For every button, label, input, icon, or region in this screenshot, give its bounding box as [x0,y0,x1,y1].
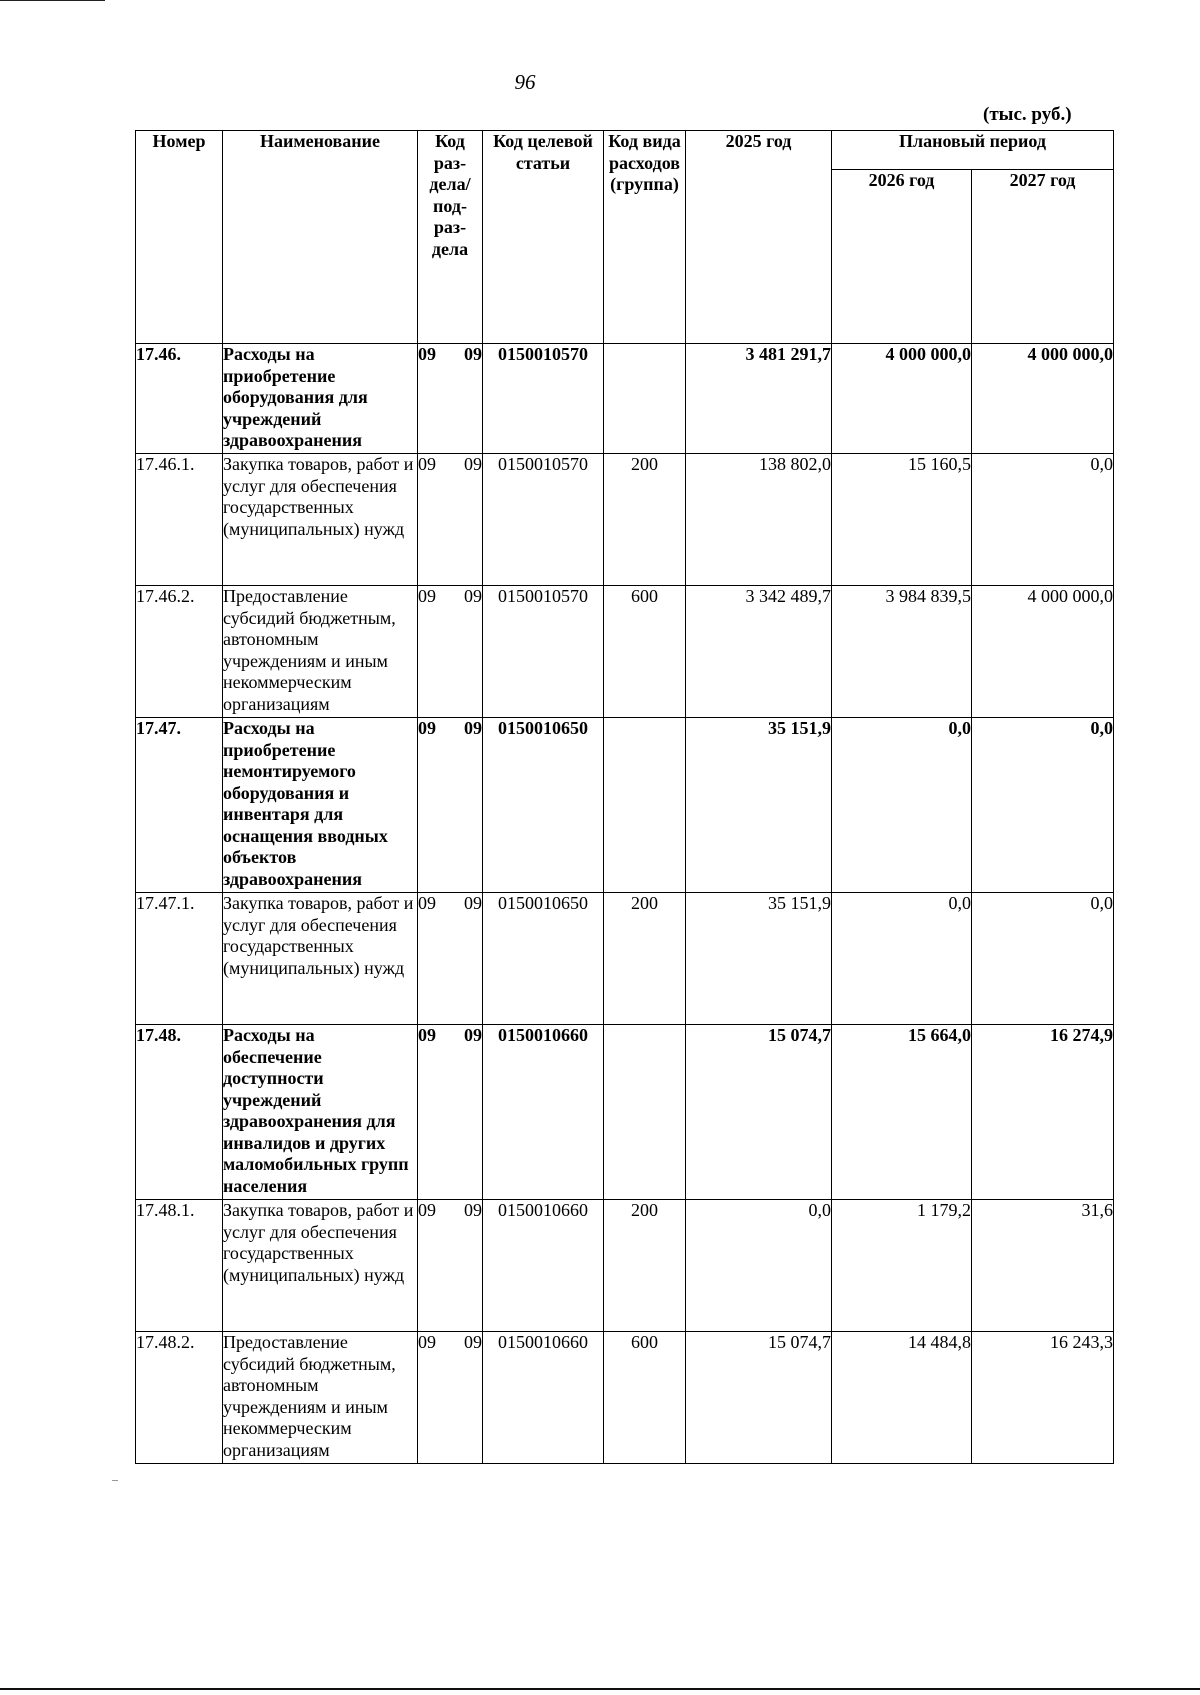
row-amount-2026: 0,0 [832,718,972,893]
row-amount-2025: 3 342 489,7 [686,586,832,718]
row-amount-2025: 15 074,7 [686,1332,832,1464]
row-amount-2025: 138 802,0 [686,454,832,586]
row-amount-2026: 14 484,8 [832,1332,972,1464]
subsection-code: 09 [464,454,482,474]
table-row [136,893,1114,1025]
subsection-code: 09 [464,718,482,738]
row-section-code [418,1200,483,1332]
row-section-code [418,344,483,454]
row-target-code: 0150010660 [483,1025,604,1200]
row-name: Предоставление субсидий бюджетным, автономным учреждениям и иным некоммерческим организациям [223,1332,418,1464]
row-section-code [418,1332,483,1464]
table-body [136,344,1114,1464]
budget-table [135,130,1114,1464]
row-amount-2027: 0,0 [972,893,1114,1025]
subsection-code: 09 [464,344,482,364]
row-number: 17.46.2. [136,586,223,718]
row-target-code: 0150010570 [483,454,604,586]
scan-border-top [0,0,105,1]
row-target-code: 0150010660 [483,1332,604,1464]
row-amount-2025: 3 481 291,7 [686,344,832,454]
row-name: Расходы на обеспечение доступности учреждений здравоохранения для инвалидов и других маломобильных групп населения [223,1025,418,1200]
row-expense-type [604,718,686,893]
subsection-code: 09 [464,1025,482,1045]
row-amount-2027: 4 000 000,0 [972,586,1114,718]
row-amount-2026: 15 160,5 [832,454,972,586]
row-section-code [418,718,483,893]
row-expense-type [604,344,686,454]
row-amount-2027: 4 000 000,0 [972,344,1114,454]
units-label: (тыс. руб.) [983,104,1072,125]
section-code: 09 [418,344,436,364]
row-amount-2025: 35 151,9 [686,893,832,1025]
subsection-code: 09 [464,586,482,606]
table-row [136,718,1114,893]
header-section-code-text: Код раз-дела/ под-раз-дела [429,131,471,259]
table-row [136,344,1114,454]
subsection-code: 09 [464,1200,482,1220]
row-amount-2027: 0,0 [972,454,1114,586]
section-code: 09 [418,586,436,606]
row-target-code: 0150010570 [483,344,604,454]
row-target-code: 0150010570 [483,586,604,718]
row-expense-type: 200 [604,893,686,1025]
section-code: 09 [418,454,436,474]
section-code: 09 [418,1200,436,1220]
row-number: 17.47. [136,718,223,893]
header-section-code [418,131,483,344]
table-row [136,1332,1114,1464]
header-year-2025: 2025 год [686,131,832,344]
row-number: 17.46.1. [136,454,223,586]
section-code: 09 [418,1025,436,1045]
subsection-code: 09 [464,893,482,913]
header-target-code: Код целевой статьи [483,131,604,344]
row-section-code [418,893,483,1025]
header-year-2026: 2026 год [832,170,972,344]
row-amount-2026: 0,0 [832,893,972,1025]
table-row [136,1025,1114,1200]
row-amount-2027: 16 243,3 [972,1332,1114,1464]
table-row [136,454,1114,586]
section-code: 09 [418,1332,436,1352]
row-number: 17.47.1. [136,893,223,1025]
row-amount-2027: 31,6 [972,1200,1114,1332]
row-section-code [418,1025,483,1200]
page-number: 96 [514,70,536,94]
row-name: Расходы на приобретение немонтируемого оборудования и инвентаря для оснащения вводных объектов здравоохранения [223,718,418,893]
row-amount-2027: 0,0 [972,718,1114,893]
row-name: Закупка товаров, работ и услуг для обеспечения государственных (муниципальных) нужд [223,893,418,1025]
header-name: Наименование [223,131,418,344]
row-number: 17.46. [136,344,223,454]
row-amount-2025: 15 074,7 [686,1025,832,1200]
row-target-code: 0150010660 [483,1200,604,1332]
row-name: Закупка товаров, работ и услуг для обеспечения государственных (муниципальных) нужд [223,1200,418,1332]
section-code: 09 [418,718,436,738]
row-expense-type [604,1025,686,1200]
scan-border-bottom [0,1688,1200,1690]
row-expense-type: 200 [604,454,686,586]
row-name: Предоставление субсидий бюджетным, автономным учреждениям и иным некоммерческим организациям [223,586,418,718]
row-target-code: 0150010650 [483,718,604,893]
header-expense-type: Код вида расходов (группа) [604,131,686,344]
row-amount-2025: 35 151,9 [686,718,832,893]
row-amount-2026: 1 179,2 [832,1200,972,1332]
scan-artifact [112,1480,118,1481]
subsection-code: 09 [464,1332,482,1352]
row-target-code: 0150010650 [483,893,604,1025]
row-name: Расходы на приобретение оборудования для учреждений здравоохранения [223,344,418,454]
row-name: Закупка товаров, работ и услуг для обеспечения государственных (муниципальных) нужд [223,454,418,586]
header-plan-period: Плановый период [832,131,1114,170]
header-number: Номер [136,131,223,344]
row-number: 17.48. [136,1025,223,1200]
row-amount-2026: 3 984 839,5 [832,586,972,718]
section-code: 09 [418,893,436,913]
row-expense-type: 600 [604,1332,686,1464]
row-section-code [418,454,483,586]
row-expense-type: 200 [604,1200,686,1332]
row-number: 17.48.1. [136,1200,223,1332]
row-amount-2027: 16 274,9 [972,1025,1114,1200]
row-section-code [418,586,483,718]
table-row [136,586,1114,718]
row-amount-2025: 0,0 [686,1200,832,1332]
row-number: 17.48.2. [136,1332,223,1464]
row-expense-type: 600 [604,586,686,718]
row-amount-2026: 4 000 000,0 [832,344,972,454]
header-row [136,131,1114,170]
row-amount-2026: 15 664,0 [832,1025,972,1200]
header-year-2027: 2027 год [972,170,1114,344]
table-row [136,1200,1114,1332]
